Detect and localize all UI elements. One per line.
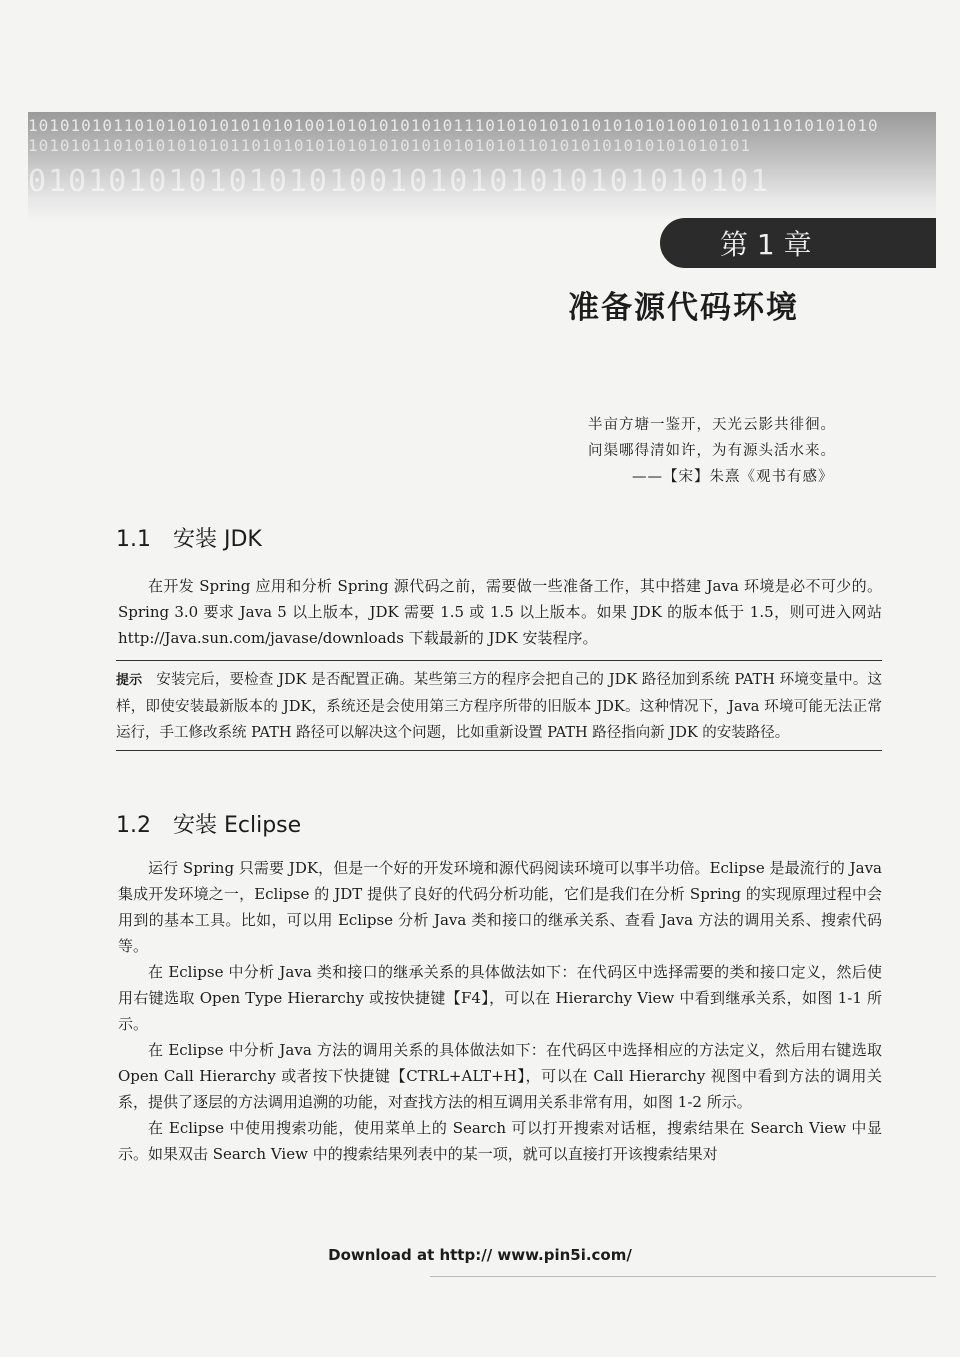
binary-pattern: 10101010110101010101010101001010101010101110101010101010101010010101011010101010: [28, 116, 879, 135]
section-number: 1.2: [116, 813, 151, 838]
section-1-1-body: [118, 573, 882, 651]
paragraph: 在 Eclipse 中分析 Java 方法的调用关系的具体做法如下：在代码区中选择相应的方法定义，然后用右键选取 Open Call Hierarchy 或者按下快捷键【CTRL+ALT+H】，可以在 Call Hierarchy 视图中看到方法的调用关系，提供了逐层的方法调用追溯的功能，对查找方法的相互调用关系非常有用，如图 1-2 所示。: [118, 1041, 882, 1111]
section-title: 安装 Eclipse: [173, 813, 302, 838]
binary-pattern: 0101010101010101001010101010101010101: [28, 164, 771, 199]
paragraph: 在 Eclipse 中使用搜索功能，使用菜单上的 Search 可以打开搜索对话框，搜索结果在 Search View 中显示。如果双击 Search View 中的搜索结果列表中的某一项，就可以直接打开该搜索结果对: [118, 1119, 882, 1163]
epigraph: [588, 412, 836, 490]
download-footer: Download at http:// www.pin5i.com/: [328, 1246, 632, 1264]
paragraph: 在开发 Spring 应用和分析 Spring 源代码之前，需要做一些准备工作，其中搭建 Java 环境是必不可少的。Spring 3.0 要求 Java 5 以上版本，JDK 需要 1.5 或 1.5 以上版本。如果 JDK 的版本低于 1.5，则可进入网站 http://Java.sun.com/javase/downloads 下载最新的 JDK 安装程序。: [118, 577, 882, 647]
chapter-label: [660, 218, 936, 268]
paragraph: 在 Eclipse 中分析 Java 类和接口的继承关系的具体做法如下：在代码区中选择需要的类和接口定义，然后使用右键选取 Open Type Hierarchy 或按快捷键【F4】，可以在 Hierarchy View 中看到继承关系，如图 1-1 所示。: [118, 963, 882, 1033]
binary-pattern: 10101011010101010101101010101010101010101010101101010101010101010101: [28, 136, 752, 155]
epigraph-line: 半亩方塘一鉴开，天光云影共徘徊。: [588, 417, 836, 433]
chapter-banner: [28, 112, 936, 222]
tip-box: [116, 660, 882, 751]
tip-text: 安装完后，要检查 JDK 是否配置正确。某些第三方的程序会把自己的 JDK 路径加到系统 PATH 环境变量中。这样，即使安装最新版本的 JDK，系统还是会使用第三方程序所带的旧版本 JDK。这种情况下，Java 环境可能无法正常运行，手工修改系统 PATH 路径可以解决这个问题，比如重新设置 PATH 路径指向新 JDK 的安装路径。: [116, 672, 882, 741]
chapter-number: 第 1 章: [720, 228, 812, 261]
epigraph-source: ——【宋】朱熹《观书有感》: [632, 469, 834, 485]
section-title: 安装 JDK: [173, 527, 262, 552]
section-heading-1-1: [116, 522, 262, 553]
chapter-title: 准备源代码环境: [568, 290, 799, 326]
paragraph: 运行 Spring 只需要 JDK，但是一个好的开发环境和源代码阅读环境可以事半功倍。Eclipse 是最流行的 Java 集成开发环境之一，Eclipse 的 JDT 提供了良好的代码分析功能，它们是我们在分析 Spring 的实现原理过程中会用到的基本工具。比如，可以用 Eclipse 分析 Java 类和接口的继承关系、查看 Java 方法的调用关系、搜索代码等。: [118, 859, 882, 955]
section-number: 1.1: [116, 527, 151, 552]
epigraph-line: 问渠哪得清如许，为有源头活水来。: [588, 443, 836, 459]
footer-divider: [430, 1276, 936, 1277]
section-heading-1-2: [116, 808, 301, 839]
tip-label: 提示: [116, 673, 143, 688]
section-1-2-body: [118, 855, 882, 1167]
